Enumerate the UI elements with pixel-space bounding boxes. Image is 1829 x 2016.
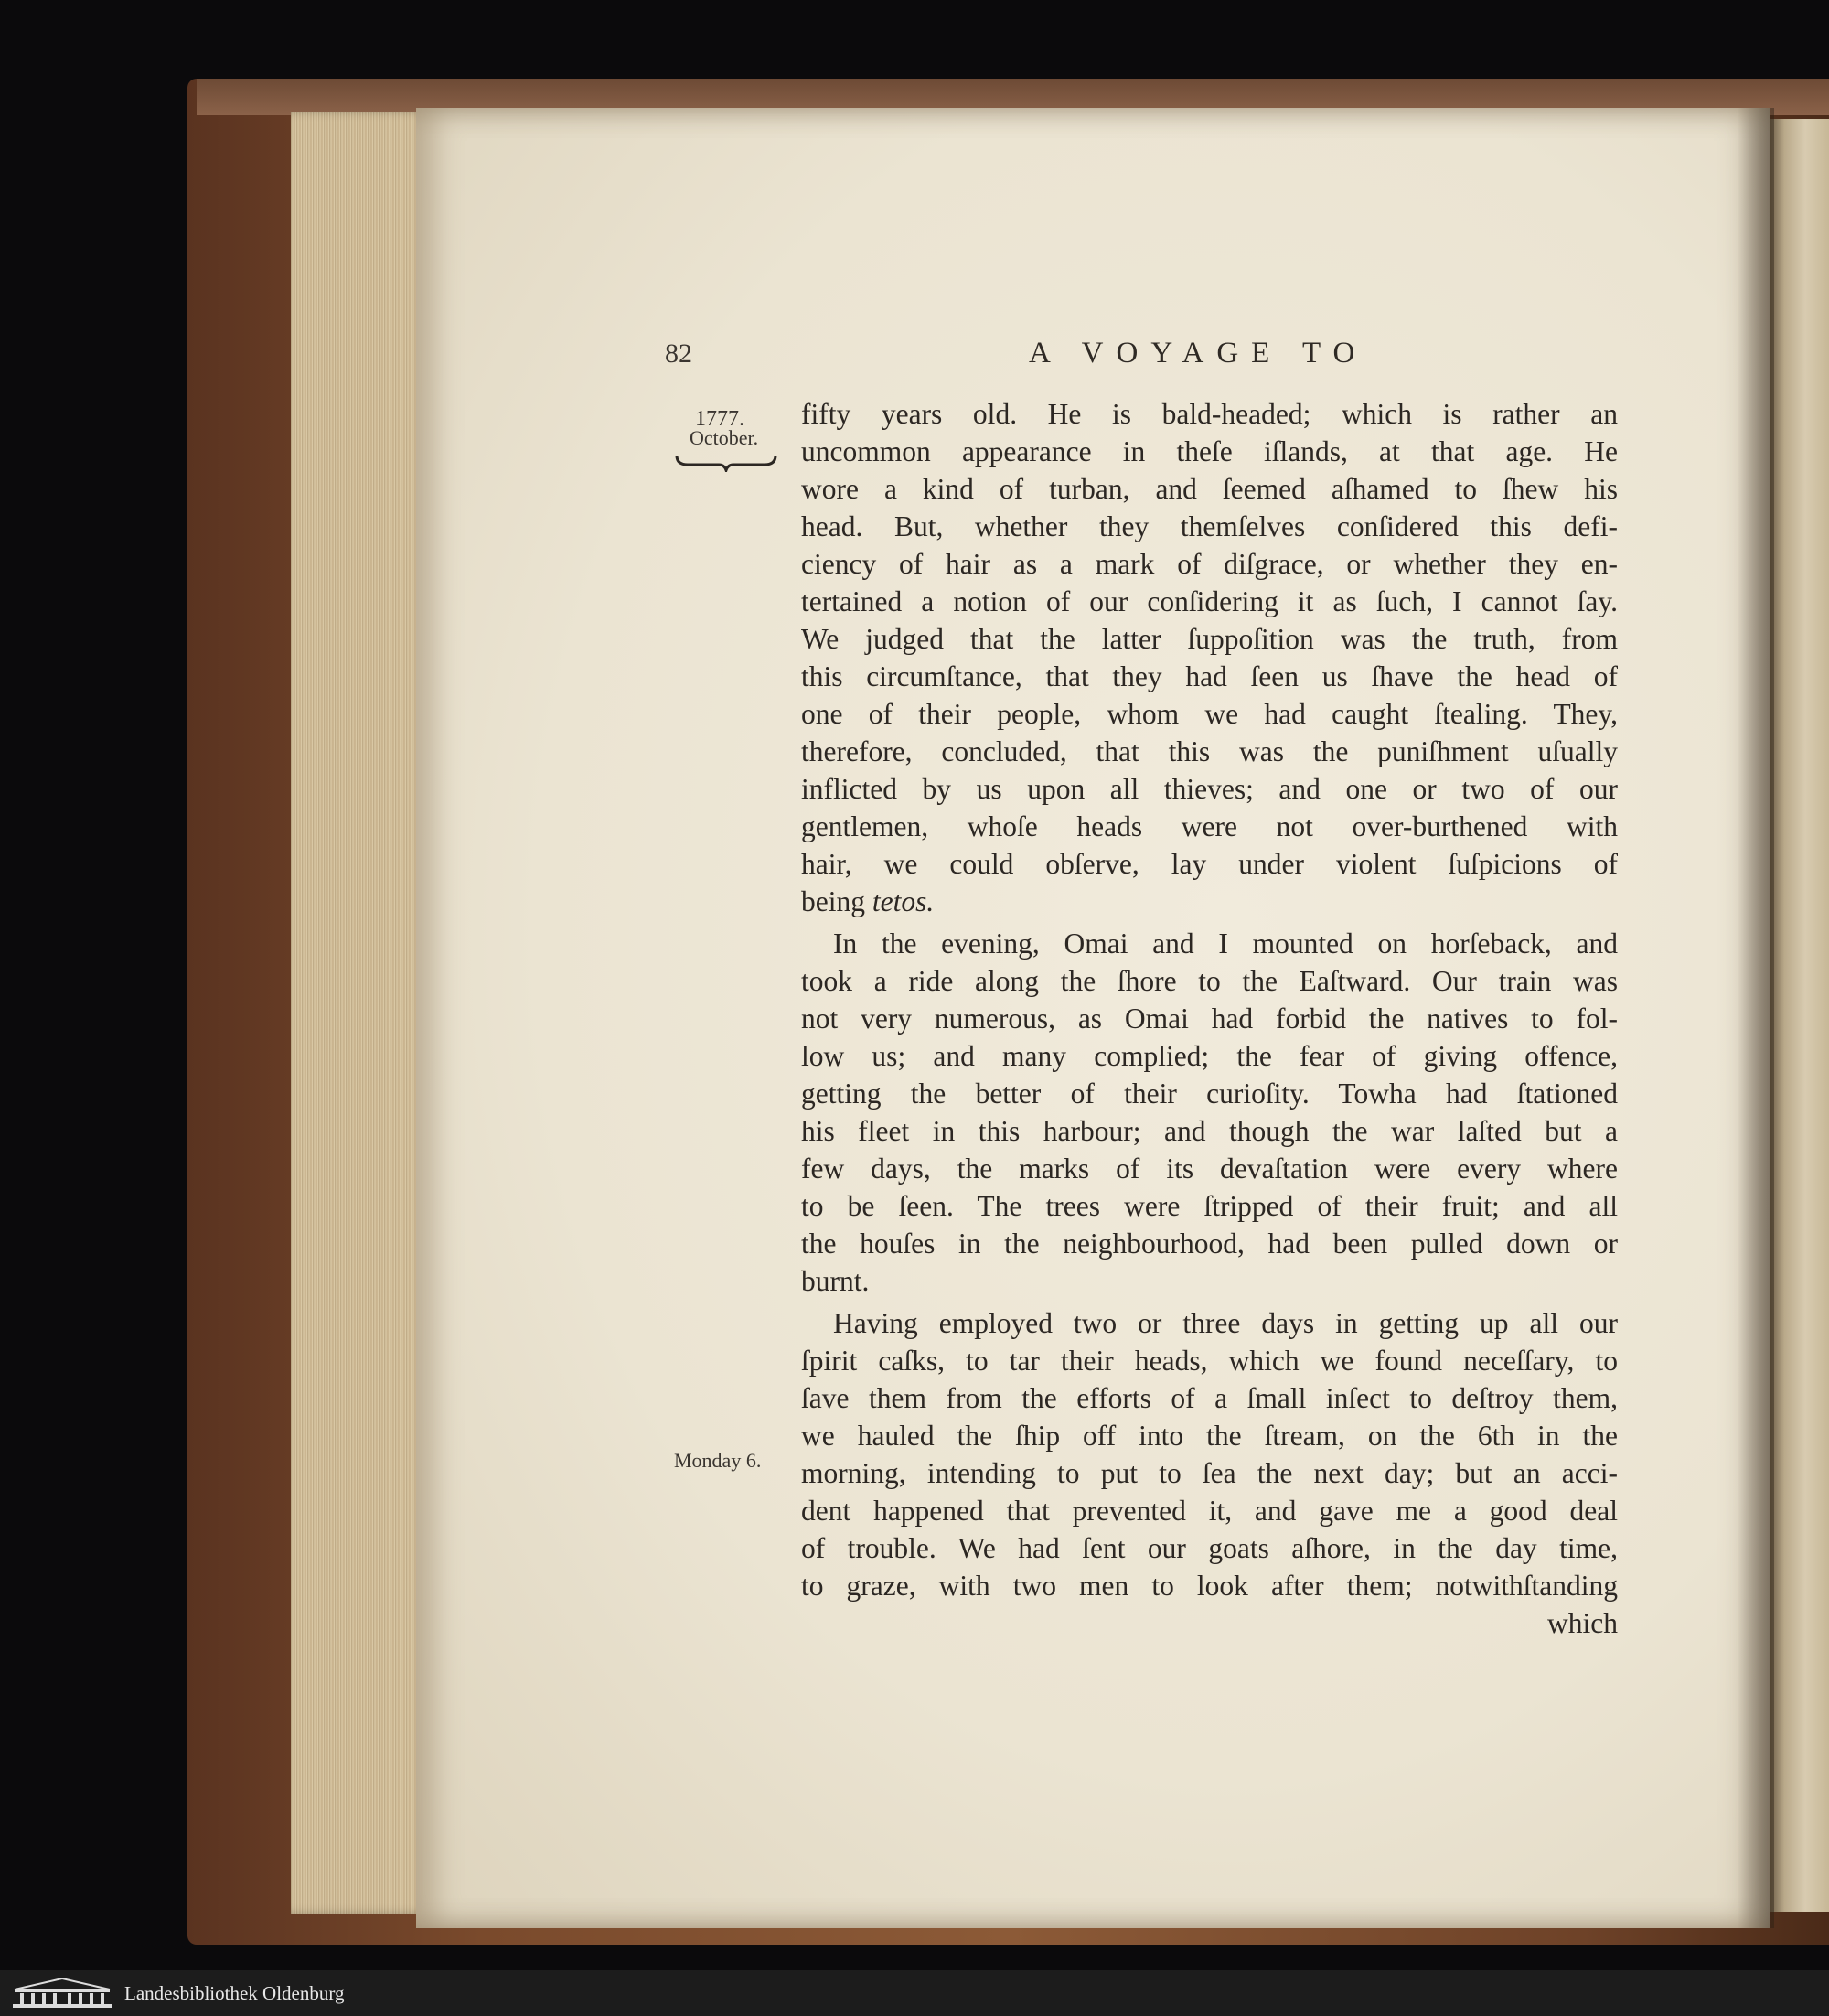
text-line: tertained a notion of our conſidering it as ſuch, I cannot ſay. xyxy=(801,585,1618,617)
text-line: to be ſeen. The trees were ſtripped of their fruit; and all xyxy=(801,1190,1618,1222)
margin-note-year: 1777. xyxy=(695,407,744,431)
text-line: Having employed two or three days in getting up all our xyxy=(833,1307,1618,1339)
text-line: one of their people, whom we had caught ſtealing. They, xyxy=(801,698,1618,730)
library-building-icon xyxy=(11,1977,113,2010)
text-line: getting the better of their curioſity. Towha had ſtationed xyxy=(801,1078,1618,1110)
margin-note-day: Monday 6. xyxy=(674,1449,762,1472)
page-number: 82 xyxy=(665,338,692,369)
text-line: fifty years old. He is bald-headed; which is rather an xyxy=(801,398,1618,430)
gutter-shadow xyxy=(1738,108,1774,1928)
paragraph-3 xyxy=(801,1304,1618,1642)
text-line: In the evening, Omai and I mounted on horſeback, and xyxy=(833,928,1618,960)
text-line: to graze, with two men to look after them; notwithſtanding xyxy=(801,1570,1618,1602)
text-line: gentlemen, whoſe heads were not over-burthened with xyxy=(801,810,1618,842)
text-line: ſave them from the efforts of a ſmall inſect to deſtroy them, xyxy=(801,1382,1618,1414)
text-line: ciency of hair as a mark of diſgrace, or whether they en- xyxy=(801,548,1618,580)
paragraph-1 xyxy=(801,395,1618,920)
catchword: which xyxy=(1547,1607,1618,1639)
text-line: low us; and many complied; the fear of giving offence, xyxy=(801,1040,1618,1072)
text-line: this circumſtance, that they had ſeen us ſhave the head of xyxy=(801,660,1618,692)
text-line: uncommon appearance in theſe iſlands, at that age. He xyxy=(801,435,1618,467)
margin-note-month: October. xyxy=(690,426,759,449)
page-edges xyxy=(291,112,428,1914)
footer-bar xyxy=(0,1970,1829,2016)
paragraph-2 xyxy=(801,925,1618,1300)
text-line: of trouble. We had ſent our goats aſhore, in the day time, xyxy=(801,1532,1618,1564)
text-line: hair, we could obſerve, lay under violent ſuſpicions of xyxy=(801,848,1618,880)
facing-page-edge xyxy=(1770,119,1829,1912)
text-line: dent happened that prevented it, and gave me a good deal xyxy=(801,1495,1618,1527)
body-text xyxy=(801,395,1618,1642)
running-head: A VOYAGE TO xyxy=(1029,337,1368,370)
text-line: inflicted by us upon all thieves; and one or two of our xyxy=(801,773,1618,805)
text-line: therefore, concluded, that this was the puniſhment uſually xyxy=(801,735,1618,767)
text-line: his fleet in this harbour; and though the war laſted but a xyxy=(801,1115,1618,1147)
text-line: the houſes in the neighbourhood, had been pulled down or xyxy=(801,1228,1618,1260)
text-line: ſpirit caſks, to tar their heads, which we found neceſſary, to xyxy=(801,1345,1618,1377)
text-line: few days, the marks of its devaſtation were every where xyxy=(801,1153,1618,1185)
margin-brace-icon xyxy=(675,452,777,472)
text-line: we hauled the ſhip off into the ſtream, on the 6th in the xyxy=(801,1420,1618,1452)
text-line: morning, intending to put to ſea the next day; but an acci- xyxy=(801,1457,1618,1489)
text-line: head. But, whether they themſelves conſidered this defi- xyxy=(801,510,1618,542)
text-line: We judged that the latter ſuppoſition was the truth, from xyxy=(801,623,1618,655)
text-line: wore a kind of turban, and ſeemed aſhamed to ſhew his xyxy=(801,473,1618,505)
text-fragment: being xyxy=(801,885,872,917)
text-line-last xyxy=(801,883,1618,920)
text-line: not very numerous, as Omai had forbid the natives to fol- xyxy=(801,1003,1618,1035)
italic-term: tetos. xyxy=(872,885,935,917)
text-line: took a ride along the ſhore to the Eaſtward. Our train was xyxy=(801,965,1618,997)
text-line: burnt. xyxy=(801,1265,870,1297)
footer-library-name[interactable]: Landesbibliothek Oldenburg xyxy=(124,1981,345,2004)
